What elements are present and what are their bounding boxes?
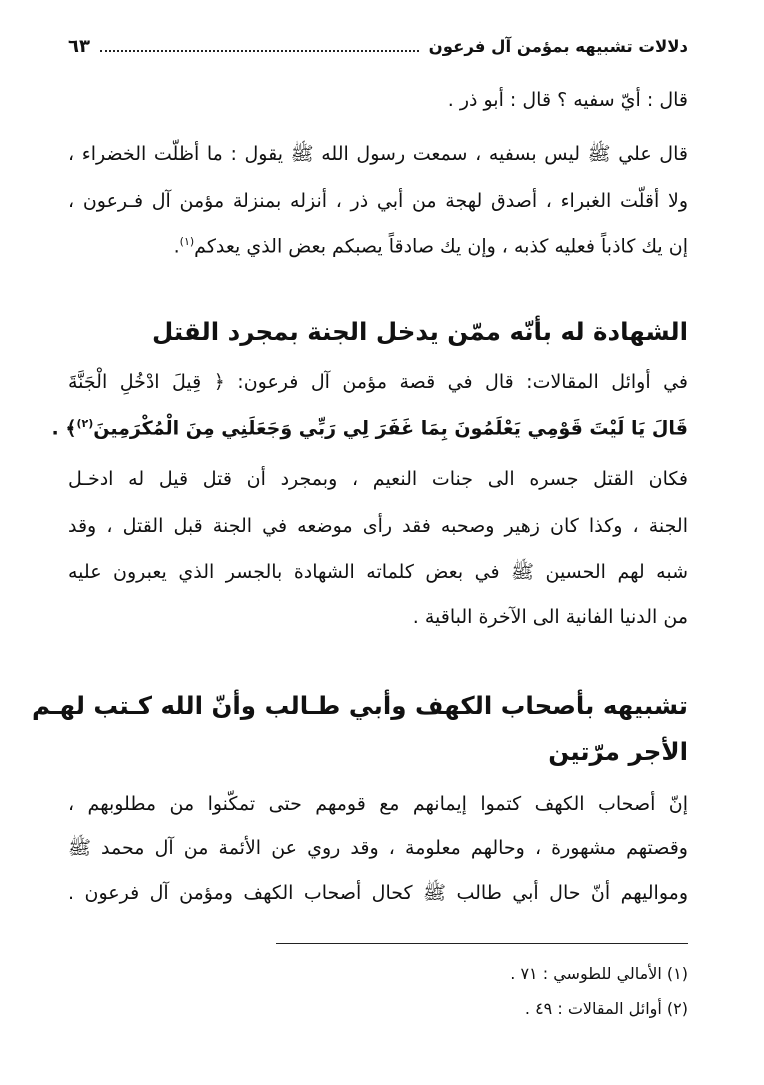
footnote-separator [276,943,688,944]
text-line: ومواليهم أنّ حال أبي طالب ﷺ كحال أصحاب الكهف ومؤمن آل فرعون . [68,882,688,904]
period: . [173,235,180,258]
section-heading-line-1: تشبيهه بأصحاب الكهف وأبي طـالب وأنّ الله كـتب لهـم [31,691,688,720]
running-header-title: دلالات تشبيهه بمؤمن آل فرعون [428,36,688,56]
section-heading: الشهادة له بأنّه ممّن يدخل الجنة بمجرد القتل [152,317,688,346]
footnote-2: (٢) أوائل المقالات : ٤٩ . [524,999,688,1018]
text-line: من الدنيا الفانية الى الآخرة الباقية . [412,606,688,628]
footnote-marker-2: (٢) [76,417,94,430]
text-line-content: إن يك كاذباً فعليه كذبه ، وإن يك صادقاً يصبكم بعض الذي يعدكم [194,235,688,258]
page-number: ٦٣ [68,35,90,57]
text-line: الجنة ، وكذا كان زهير وصحبه فقد رأى موضعه في الجنة قبل القتل ، وقد [68,515,688,537]
text-line [68,236,688,256]
verse-close: ﴾ . [51,417,77,440]
text-line: قال : أيّ سفيه ؟ قال : أبو ذر . [447,89,688,111]
footnote-marker-1: (١) [179,235,195,248]
text-line: شبه لهم الحسين ﷺ في بعض كلماته الشهادة بالجسر الذي يعبرون عليه [68,561,688,583]
text-line: إنّ أصحاب الكهف كتموا إيمانهم مع قومهم حتى تمكّنوا من مطلوبهم ، [68,793,688,815]
footnote-1: (١) الأمالي للطوسي : ٧١ . [510,964,688,983]
quran-verse-line [51,417,688,440]
section-heading-line-2: الأجر مرّتين [548,737,688,766]
text-line: ولا أقلّت الغبراء ، أصدق لهجة من أبي ذر ، أنزله بمنزلة مؤمن آل فـرعون ، [68,190,688,212]
text-line: في أوائل المقالات: قال في قصة مؤمن آل فرعون: ﴿ قِيلَ ادْخُلِ الْجَنَّةَ [68,371,688,393]
running-header-dots [100,50,419,52]
text-line: فكان القتل جسره الى جنات النعيم ، وبمجرد أن قتل قيل له ادخـل [68,468,688,490]
text-line: قال علي ﷺ ليس بسفيه ، سمعت رسول الله ﷺ يقول : ما أظلّت الخضراء ، [68,143,688,165]
running-header [68,32,688,60]
text-line: وقصتهم مشهورة ، وحالهم معلومة ، وقد روي عن الأئمة من آل محمد ﷺ [68,837,688,859]
quran-verse-text: قَالَ يَا لَيْتَ قَوْمِي يَعْلَمُونَ بِمَا غَفَرَ لِي رَبِّي وَجَعَلَنِي مِنَ الْمُكْرَمِينَ [93,417,688,440]
